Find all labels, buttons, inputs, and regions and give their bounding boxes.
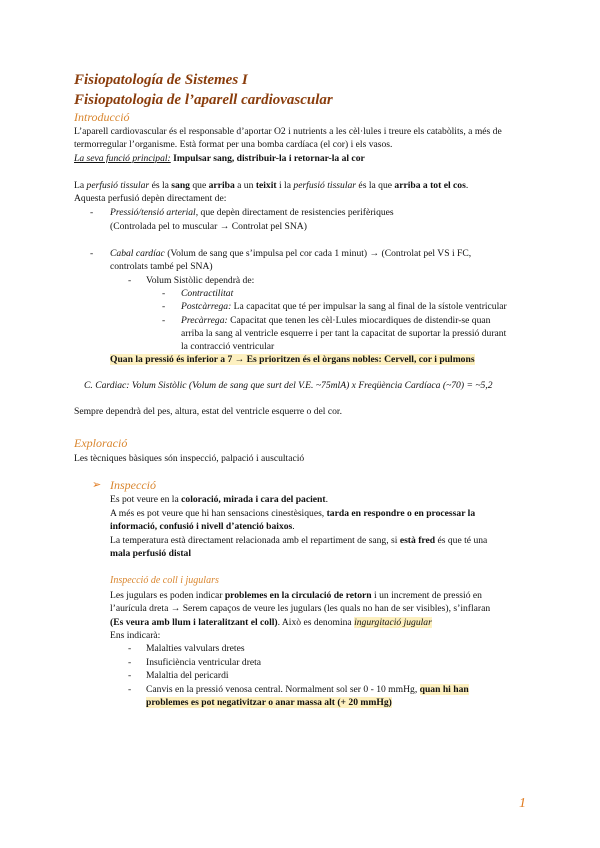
text-fragment: sang [171,180,190,191]
text-fragment: . Això es denomina [277,617,355,628]
text-fragment: La capacitat que té per impulsar la sang al final de la sístole ventricular [231,301,507,312]
intro-paragraph-line: termorregular l’organisme. Està format per una bomba cardíaca (el cor) i els vasos. [74,139,393,150]
text-fragment: Canvis en la pressió venosa central. Normalment sol ser 0 - 10 mmHg, [146,684,420,695]
list-bullet: - [162,315,166,326]
list-item: Contractilitat [181,288,234,299]
list-item-continuation: controlats també pel SNA) [110,261,213,272]
text-fragment: arriba [208,180,235,191]
text-fragment: i la [276,180,294,191]
list-bullet: - [128,670,132,681]
list-bullet: - [128,275,132,286]
text-fragment: . [465,180,469,191]
list-item-continuation: arriba la sang al ventricle esquerre i per tant la capacitat de suportar la pressió durant [181,328,507,339]
text-fragment: Pressió/tensió arterial [110,207,196,218]
depends-line: Aquesta perfusió depèn directament de: [74,193,227,204]
list-item [181,301,507,312]
list-bullet: - [128,684,132,695]
text-fragment: La temperatura està directament relacionada amb el repartiment de sang, si [110,535,400,546]
list-item-continuation: la contracció ventricular [181,341,275,352]
function-label: La seva funció principal: [74,153,171,164]
list-item-continuation: problemes es pot negativitzar o anar massa alt (+ 20 mmHg) [146,697,392,708]
list-item: Insuficiència ventricular dreta [146,657,262,668]
list-item [146,684,469,695]
subsection-heading-coll: Inspecció de coll i jugulars [110,575,219,586]
paragraph-line [110,494,328,505]
paragraph-line [110,508,475,519]
list-item [110,248,471,259]
function-line [74,153,365,164]
text-fragment: i un increment de pressió en [371,590,482,601]
subsection-heading-inspeccio: Inspecció [110,478,156,492]
text-fragment: A més es pot veure que hi han sensacions cinestèsiques, [110,508,327,519]
text-fragment: Postcàrrega: [181,301,232,312]
section-heading-exploracio: Exploració [74,436,128,450]
text-fragment: Les jugulars es poden indicar [110,590,225,601]
text-fragment: . [325,494,328,505]
paragraph-line [110,535,487,546]
text-fragment: teixit [255,180,277,191]
text-fragment: Cabal cardíac [110,248,165,259]
document-subtitle: Fisiopatologia de l’aparell cardiovascular [74,92,333,108]
text-fragment: és la que [356,180,395,191]
text-fragment: a un [234,180,256,191]
arrow-bullet-icon: ➢ [92,479,102,491]
list-bullet: - [162,301,166,312]
paragraph-line: l’aurícula dreta → Serem capaços de veure les jugulars (les quals no han de ser visibles), s’inflaran [110,603,491,614]
section-heading-introduccio: Introducció [74,110,130,124]
text-fragment: Es pot veure en la [110,494,182,505]
list-item: Malalties valvulars dretes [146,643,245,654]
paragraph-line: Sempre dependrà del pes, altura, estat del ventricle esquerre o del cor. [74,406,342,417]
paragraph-line [110,521,295,532]
text-fragment: coloració, mirada i cara del pacient [181,494,326,505]
text-fragment: problemes en la circulació de retorn [224,590,372,601]
text-fragment: Precàrrega: [181,315,228,326]
list-bullet: - [90,207,94,218]
text-fragment: , que depèn directament de resistencies perifèriques [195,207,394,218]
list-bullet: - [128,657,132,668]
list-item [181,315,490,326]
paragraph-line: mala perfusió distal [110,548,192,559]
text-fragment: ingurgitació jugular [354,617,432,628]
text-fragment: que [189,180,209,191]
paragraph-line: Les tècniques bàsiques són inspecció, palpació i auscultació [74,453,305,464]
text-fragment: perfusió tissular [293,180,357,191]
text-fragment: tarda en respondre o en processar la [326,508,476,519]
text-fragment: és que té una [435,535,488,546]
page-number: 1 [519,796,526,811]
function-text: Impulsar sang, distribuir-la i retornar-la al cor [173,153,365,164]
text-fragment: . [292,521,295,532]
formula-line: C. Cardiac: Volum Sistòlic (Volum de sang que surt del V.E. ~75mlA) x Freqüència Cardíaca (~70) = ~5,2 [84,380,493,391]
highlighted-note: Quan la pressió és inferior a 7 → Es prioritzen és el òrgans nobles: Cervell, cor i pulmons [110,354,475,365]
list-bullet: - [128,643,132,654]
list-bullet: - [90,248,94,259]
list-item: Malaltia del pericardi [146,670,229,681]
paragraph-line [110,617,432,628]
document-title: Fisiopatología de Sistemes I [74,72,248,88]
text-fragment: quan hi han [419,684,469,695]
text-fragment: (Es veura amb llum i lateralitzant el coll) [110,617,278,628]
text-fragment: és la [149,180,172,191]
perfusion-line [74,180,468,191]
text-fragment: perfusió tissular [86,180,150,191]
text-fragment: La [74,180,87,191]
intro-paragraph-line: L’aparell cardiovascular és el responsable d’aportar O2 i nutrients a les cèl·lules i treure els catabòlits, a més de [74,126,502,137]
text-fragment: arriba a tot el cos [394,180,466,191]
paragraph-line [110,590,482,601]
text-fragment: està fred [399,535,436,546]
list-bullet: - [162,288,166,299]
paragraph-line: Ens indicarà: [110,630,161,641]
list-item-continuation: (Controlada pel to muscular → Controlat pel SNA) [110,221,307,232]
list-item: Volum Sistòlic dependrà de: [146,275,255,286]
text-fragment: informació, confusió i nivell d’atenció baixos [110,521,293,532]
list-item [110,207,394,218]
text-fragment: Capacitat que tenen les cèl·Lules miocardiques de distendir-se quan [227,315,491,326]
text-fragment: (Volum de sang que s’impulsa pel cor cada 1 minut) → (Controlat pel VS i FC, [164,248,472,259]
